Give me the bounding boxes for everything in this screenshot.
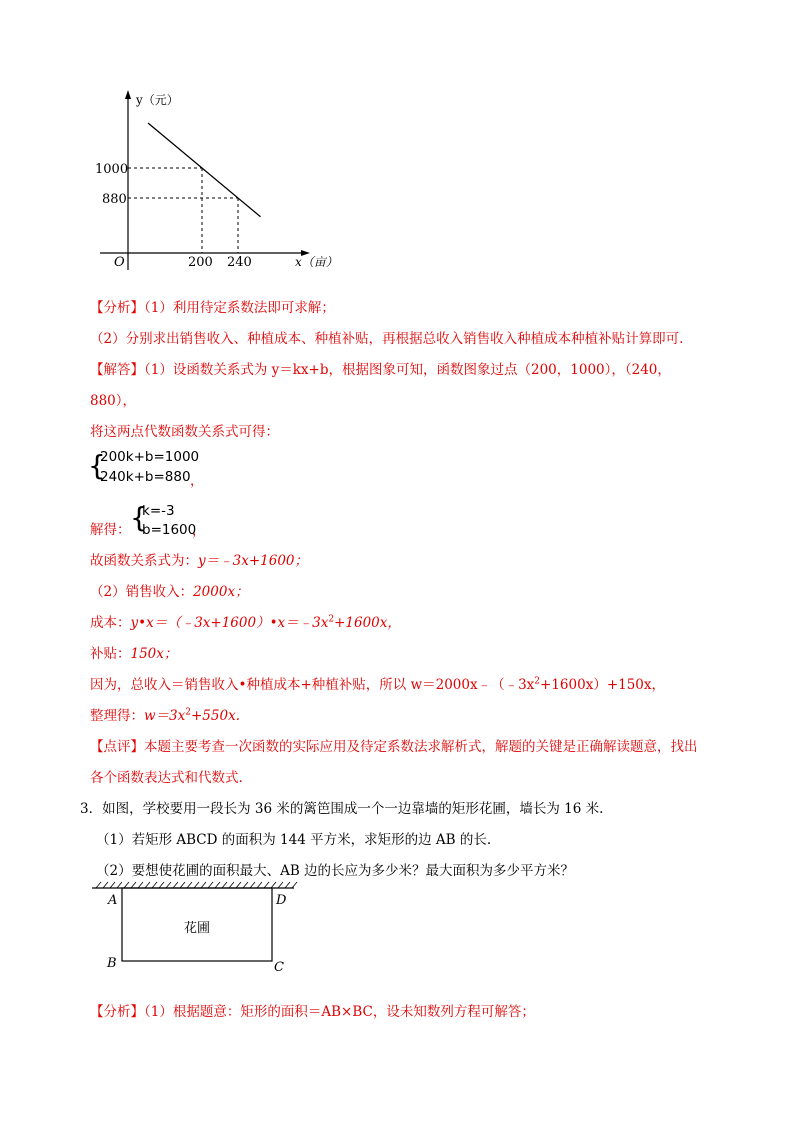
problem3-q2: （2）要想使花圃的面积最大、AB 边的长应为多少米？最大面积为多少平方米？ bbox=[96, 863, 575, 879]
answer-text-2: 将这两点代数函数关系式可得： bbox=[90, 424, 279, 440]
hatch-mark bbox=[264, 882, 269, 888]
hatch-mark bbox=[166, 882, 171, 888]
simplify-a: w＝3x bbox=[144, 708, 186, 724]
comment-text-2: 各个函数表达式和代数式. bbox=[90, 770, 243, 786]
problem3-statement: 3．如图，学校要用一段长为 36 米的篱笆围成一个一边靠墙的矩形花圃，墙长为 16 米. bbox=[80, 801, 604, 817]
hatch-mark bbox=[110, 882, 115, 888]
analysis-line-2 bbox=[90, 330, 683, 348]
hatch-mark bbox=[250, 882, 255, 888]
comment-line-1 bbox=[90, 738, 698, 756]
hatch-mark bbox=[292, 882, 297, 888]
hatch-mark bbox=[180, 882, 185, 888]
hatch-mark bbox=[243, 882, 248, 888]
because-line bbox=[90, 676, 665, 694]
hatch-mark bbox=[222, 882, 227, 888]
hatch-mark bbox=[96, 882, 101, 888]
system1-brace: { bbox=[88, 449, 106, 482]
solve-label: 解得： bbox=[90, 522, 131, 538]
system1-eq1: 200k+b=1000 bbox=[100, 449, 200, 465]
system2-eq1: k=-3 bbox=[142, 503, 175, 519]
sales-label: （2）销售收入： bbox=[90, 584, 194, 600]
answer-text-1a: （1）设函数关系式为 y＝kx+b，根据图象可知，函数图象过点（200，1000），（240， bbox=[144, 362, 671, 378]
x-tick-200: 200 bbox=[188, 255, 213, 270]
hatch-mark bbox=[138, 882, 143, 888]
garden-label: 花圃 bbox=[184, 921, 211, 936]
simplify-b: +550x. bbox=[191, 708, 240, 724]
problem3-q1: （1）若矩形 ABCD 的面积为 144 平方米，求矩形的边 AB 的长. bbox=[96, 832, 492, 848]
hatch-mark bbox=[201, 882, 206, 888]
y-tick-1000: 1000 bbox=[95, 162, 129, 177]
system2-comma: ， bbox=[192, 523, 206, 539]
comment-text-1: 本题主要考查一次函数的实际应用及待定系数法求解析式，解题的关键是正确解读题意，找出 bbox=[144, 739, 698, 755]
cost-label: 成本： bbox=[90, 615, 131, 631]
cost-expr-b: +1600x， bbox=[334, 615, 401, 631]
analysis-text-2: （2）分别求出销售收入、种植成本、种植补贴，再根据总收入销售收入种植成本种植补贴计算即可. bbox=[90, 331, 684, 347]
problem3-analysis bbox=[90, 1003, 535, 1021]
label-c: C bbox=[274, 960, 284, 975]
hatch-mark bbox=[124, 882, 129, 888]
cost-expr-a: y•x＝（﹣3x+1600）•x＝﹣3x bbox=[130, 615, 329, 631]
analysis-line-1 bbox=[90, 299, 335, 317]
problem3-analysis-text: （1）根据题意：矩形的面积＝AB×BC，设未知数列方程可解答； bbox=[144, 1004, 535, 1020]
func-expr: y＝﹣3x+1600； bbox=[198, 553, 308, 569]
hatch-mark bbox=[152, 882, 157, 888]
simplify-line bbox=[90, 707, 240, 725]
series-line bbox=[148, 123, 261, 217]
line-chart bbox=[0, 0, 800, 280]
hatch-mark bbox=[187, 882, 192, 888]
hatch-mark bbox=[173, 882, 178, 888]
origin-label: O bbox=[114, 255, 125, 270]
hatch-mark bbox=[103, 882, 108, 888]
subsidy-label: 补贴： bbox=[90, 646, 131, 662]
hatch-mark bbox=[159, 882, 164, 888]
system1-comma: ， bbox=[190, 473, 204, 489]
comment-tag: 【点评】 bbox=[90, 739, 144, 755]
hatch-mark bbox=[117, 882, 122, 888]
system1-eq2: 240k+b=880 bbox=[100, 469, 191, 485]
equation-system-2 bbox=[130, 500, 220, 542]
answer-tag: 【解答】 bbox=[90, 362, 144, 378]
sales-line bbox=[90, 583, 249, 601]
wall-hatching bbox=[96, 882, 297, 888]
answer-text-1b: 880）， bbox=[90, 393, 137, 409]
hatch-mark bbox=[236, 882, 241, 888]
func-label: 故函数关系式为： bbox=[90, 553, 198, 569]
because-sup: 2 bbox=[534, 676, 541, 687]
because-text-a: 因为，总收入＝销售收入•种植成本+种植补贴，所以 w＝2000x﹣（﹣3x bbox=[90, 677, 535, 693]
y-axis-arrow bbox=[125, 90, 131, 99]
label-d: D bbox=[276, 893, 287, 908]
hatch-mark bbox=[257, 882, 262, 888]
analysis-tag: 【分析】 bbox=[90, 300, 144, 316]
sales-expr: 2000x； bbox=[193, 584, 249, 600]
hatch-mark bbox=[131, 882, 136, 888]
y-tick-880: 880 bbox=[102, 192, 127, 207]
label-b: B bbox=[107, 956, 117, 971]
system2-eq2: b=1600 bbox=[142, 522, 197, 538]
label-a: A bbox=[108, 893, 118, 908]
answer-line-1 bbox=[90, 361, 671, 379]
hatch-mark bbox=[208, 882, 213, 888]
func-line bbox=[90, 552, 308, 570]
analysis-text-1: （1）利用待定系数法即可求解； bbox=[144, 300, 335, 316]
garden-figure bbox=[0, 870, 400, 980]
hatch-mark bbox=[194, 882, 199, 888]
because-text-b: +1600x）+150x， bbox=[540, 677, 666, 693]
hatch-mark bbox=[271, 882, 276, 888]
x-axis-label: x（亩） bbox=[295, 255, 338, 269]
subsidy-expr: 150x； bbox=[130, 646, 178, 662]
equation-system-1 bbox=[88, 446, 208, 489]
cost-line bbox=[90, 614, 401, 632]
problem3-analysis-tag: 【分析】 bbox=[90, 1004, 144, 1020]
x-tick-240: 240 bbox=[227, 255, 252, 270]
y-axis-label: y（元） bbox=[136, 93, 179, 107]
system2-brace: { bbox=[130, 501, 148, 534]
hatch-mark bbox=[215, 882, 220, 888]
simplify-label: 整理得： bbox=[90, 708, 144, 724]
subsidy-line bbox=[90, 645, 177, 663]
hatch-mark bbox=[285, 882, 290, 888]
hatch-mark bbox=[278, 882, 283, 888]
hatch-mark bbox=[145, 882, 150, 888]
hatch-mark bbox=[229, 882, 234, 888]
simplify-sup: 2 bbox=[185, 707, 191, 718]
cost-expr-sup: 2 bbox=[328, 614, 335, 625]
